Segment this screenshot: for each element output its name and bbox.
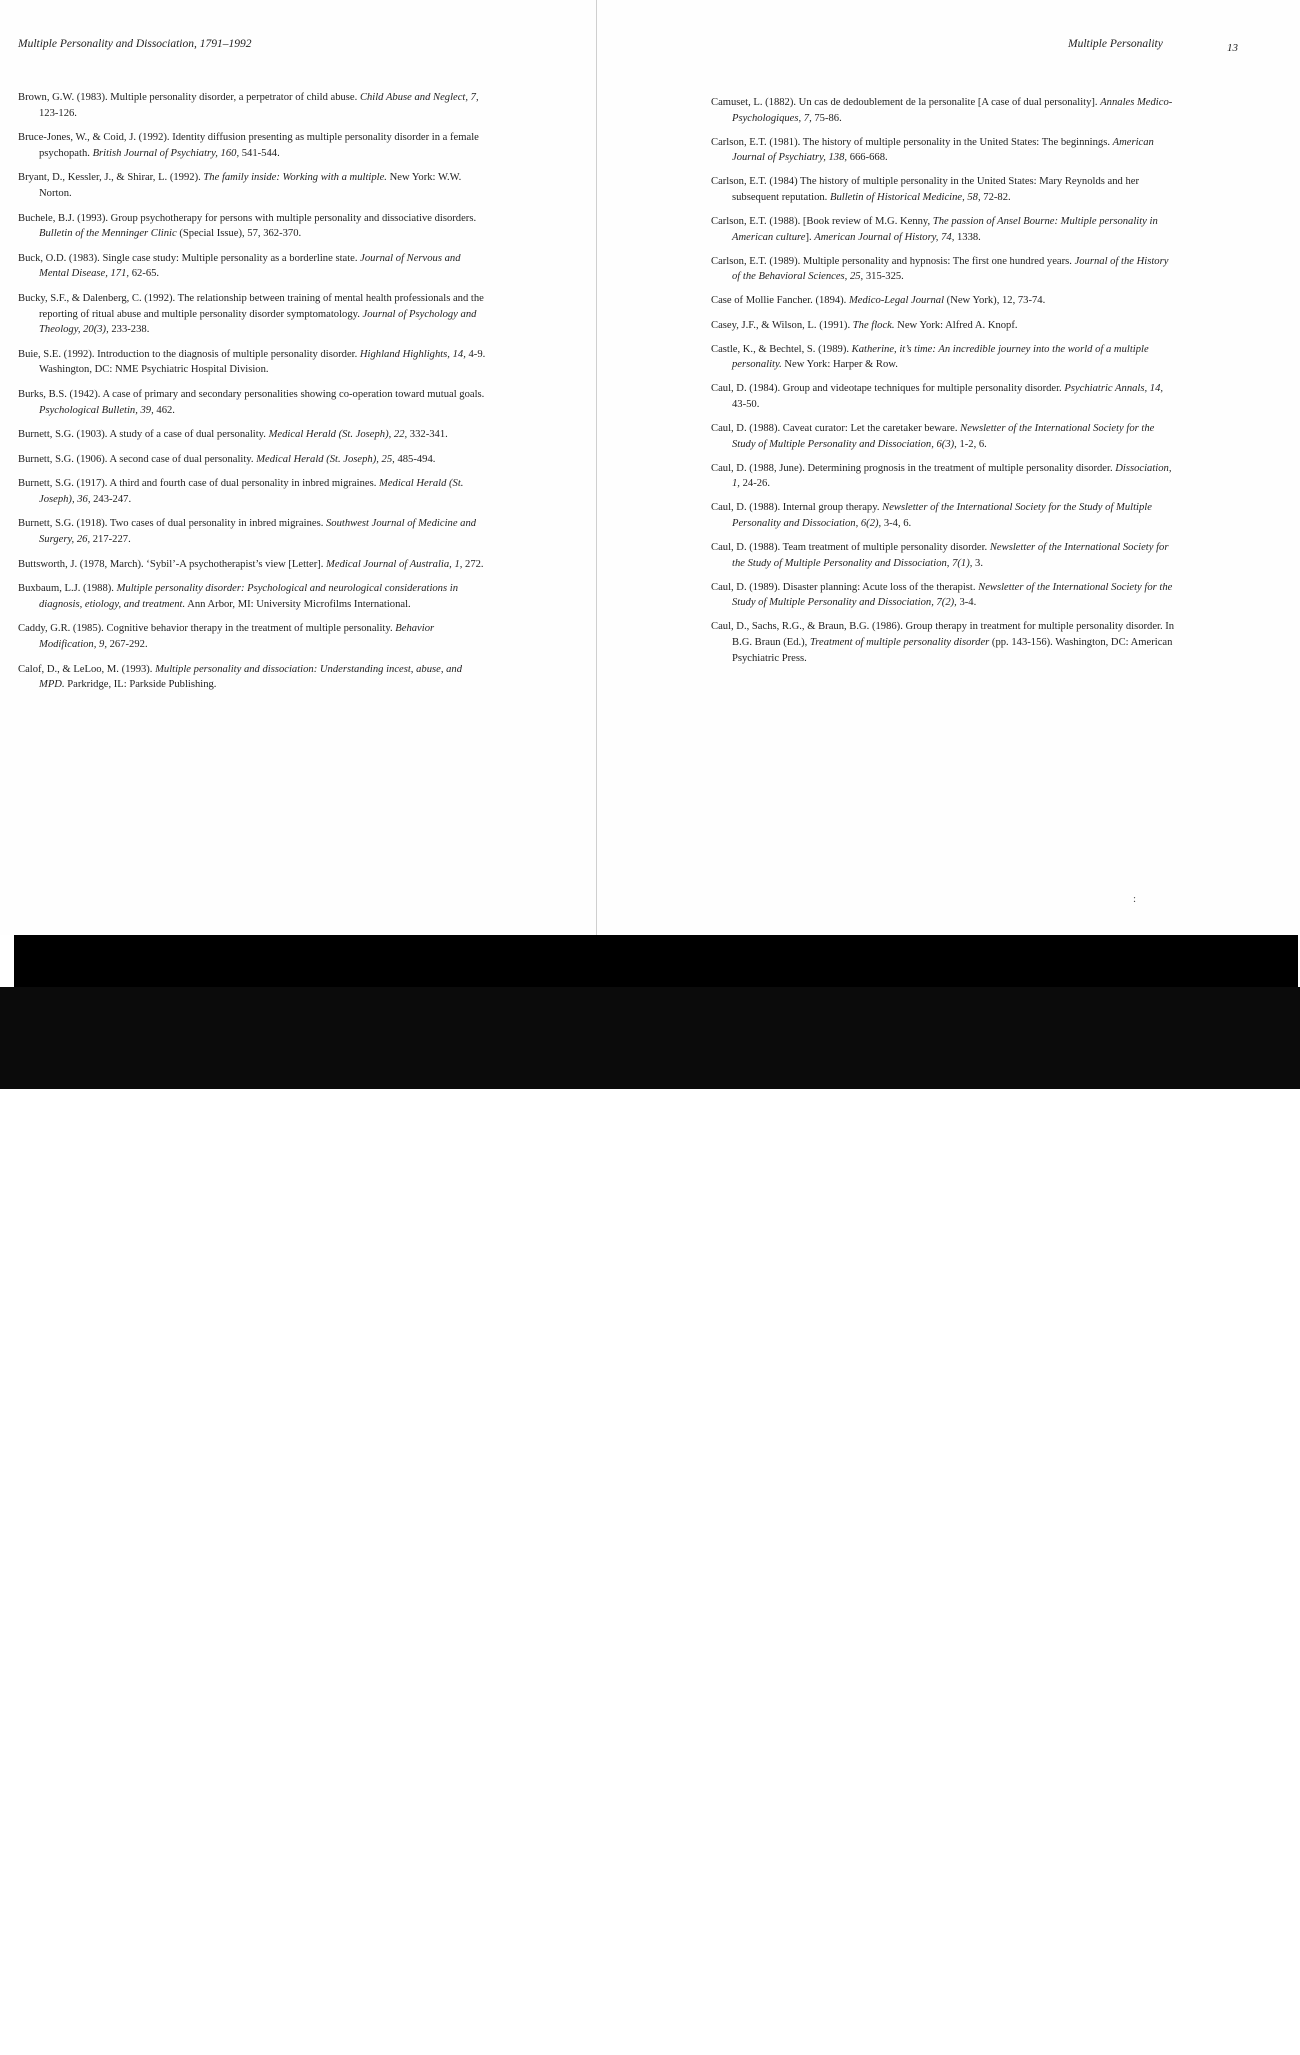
reference-part: Caul, D. (1989). Disaster planning: Acute loss of the therapist. — [711, 581, 979, 593]
page-number: 13 — [1227, 42, 1238, 54]
reference-part: 3-4, 6. — [881, 517, 912, 529]
gutter-line — [596, 0, 597, 935]
reference-part: Casey, J.F., & Wilson, L. (1991). — [711, 319, 853, 331]
reference-italic-part: Journal of Nervous and Mental Disease, 171, — [39, 252, 461, 280]
reference-part: Caul, D., Sachs, R.G., & Braun, B.G. (1986). Group therapy in treatment for multiple personality disorder. In B.G. Braun (Ed.), — [711, 621, 1175, 649]
reference-part: Buie, S.E. (1992). Introduction to the diagnosis of multiple personality disorder. — [18, 348, 360, 360]
reference-entry — [18, 291, 488, 338]
reference-italic-part: The flock. — [852, 319, 895, 331]
reference-part: 666-668. — [847, 152, 888, 164]
reference-italic-part: Behavior Modification, 9, — [39, 623, 435, 651]
reference-italic-part: Medico-Legal Journal — [848, 295, 945, 307]
reference-part: 3. — [972, 557, 983, 569]
reference-entry — [711, 461, 1176, 492]
reference-part: Bruce-Jones, W., & Coid, J. (1992). Identity diffusion presenting as multiple personality disorder in a female psychopath. — [18, 132, 479, 159]
reference-italic-part: Medical Herald (St. Joseph), 36, — [39, 478, 464, 505]
reference-italic-part: Journal of Psychology and Theology, 20(3), — [39, 308, 477, 336]
reference-entry — [711, 540, 1176, 571]
reference-entry — [18, 427, 488, 443]
reference-italic-part: Psychiatric Annals, 14, — [1064, 383, 1164, 395]
reference-italic-part: Bulletin of Historical Medicine, 58, — [829, 191, 981, 203]
reference-entry — [711, 318, 1176, 334]
reference-part: Ann Arbor, MI: University Microfilms International. — [185, 598, 411, 610]
reference-entry — [18, 621, 488, 652]
reference-part: 3-4. — [956, 597, 977, 609]
reference-italic-part: Medical Journal of Australia, 1, — [326, 558, 463, 570]
reference-italic-part: Annales Medico-Psychologiques, 7, — [732, 97, 1173, 124]
reference-part: Burnett, S.G. (1917). A third and fourth case of dual personality in inbred migraines. — [18, 478, 379, 490]
reference-part: Castle, K., & Bechtel, S. (1989). — [711, 343, 852, 355]
reference-part: 123-126. — [39, 107, 77, 119]
reference-italic-part: Katherine, it’s time: An incredible journey into the world of a multiple personality. — [732, 343, 1149, 371]
reference-entry — [18, 581, 488, 612]
reference-part: Caul, D. (1988). Team treatment of multiple personality disorder. — [711, 542, 990, 554]
reference-part: (Special Issue), 57, 362-370. — [176, 228, 302, 240]
reference-part: 541-544. — [239, 147, 280, 159]
reference-italic-part: Newsletter of the International Society for the Study of Multiple Personality and Dissociation, 7(1), — [732, 542, 1169, 569]
reference-italic-part: American Journal of History, 74, — [814, 231, 955, 243]
reference-entry — [18, 452, 488, 468]
reference-part: Burks, B.S. (1942). A case of primary and secondary personalities showing co-operation toward mutual goals. — [18, 388, 485, 400]
reference-part: Brown, G.W. (1983). Multiple personality disorder, a perpetrator of child abuse. — [18, 92, 360, 103]
reference-part: Buck, O.D. (1983). Single case study: Multiple personality as a borderline state. — [18, 252, 361, 264]
reference-italic-part: Treatment of multiple personality disorder — [809, 637, 990, 649]
reference-entry — [711, 293, 1176, 309]
reference-part: Buxbaum, L.J. (1988). — [18, 583, 117, 595]
reference-italic-part: British Journal of Psychiatry, 160, — [92, 147, 240, 159]
reference-entry — [18, 90, 488, 121]
reference-part: Carlson, E.T. (1989). Multiple personality and hypnosis: The first one hundred years. — [711, 255, 1075, 267]
reference-italic-part: Medical Herald (St. Joseph), 25, — [256, 453, 395, 465]
reference-entry — [18, 211, 488, 242]
reference-part: Buttsworth, J. (1978, March). ‘Sybil’-A psychotherapist’s view [Letter]. — [18, 558, 327, 570]
reference-part: 1-2, 6. — [956, 438, 987, 450]
reference-entry — [711, 135, 1176, 166]
reference-part: Calof, D., & LeLoo, M. (1993). — [18, 663, 156, 675]
reference-part: Case of Mollie Fancher. (1894). — [711, 295, 849, 307]
reference-part: Camuset, L. (1882). Un cas de dedoublement de la personalite [A case of dual personality]. — [711, 97, 1101, 108]
reference-entry — [711, 174, 1176, 205]
reference-entry — [18, 130, 488, 161]
reference-italic-part: The family inside: Working with a multiple. — [203, 172, 387, 184]
reference-part: Carlson, E.T. (1981). The history of multiple personality in the United States: The beginnings. — [711, 136, 1113, 148]
reference-italic-part: Medical Herald (St. Joseph), 22, — [268, 429, 408, 441]
reference-part: Caul, D. (1988, June). Determining prognosis in the treatment of multiple personality disorder. — [711, 462, 1116, 474]
reference-entry — [18, 170, 488, 201]
reference-part: Carlson, E.T. (1984) The history of multiple personality in the United States: Mary Reynolds and her subsequent reputation. — [711, 176, 1139, 203]
reference-part: Bryant, D., Kessler, J., & Shirar, L. (1992). — [18, 172, 204, 184]
reference-entry — [18, 387, 488, 418]
reference-entry — [711, 254, 1176, 285]
reference-entry — [711, 500, 1176, 531]
reference-part: 272. — [462, 558, 484, 570]
reference-italic-part: Bulletin of the Menninger Clinic — [39, 228, 177, 240]
reference-italic-part: Newsletter of the International Society for the Study of Multiple Personality and Dissociation, 6(2), — [732, 502, 1152, 529]
reference-entry — [711, 95, 1176, 126]
reference-italic-part: Psychological Bulletin, 39, — [39, 404, 154, 416]
reference-italic-part: The passion of Ansel Bourne: Multiple personality in American culture — [732, 216, 1158, 243]
reference-part: New York: W.W. Norton. — [39, 172, 462, 199]
reference-part: 233-238. — [108, 324, 150, 336]
reference-part: Buchele, B.J. (1993). Group psychotherapy for persons with multiple personality and dissociative disorders. — [18, 212, 477, 224]
reference-part: Carlson, E.T. (1988). [Book review of M.G. Kenny, — [711, 216, 933, 228]
reference-part: 72-82. — [980, 191, 1011, 203]
reference-italic-part: Highland Highlights, 14, — [359, 348, 466, 360]
right-running-head: Multiple Personality — [1068, 38, 1163, 50]
reference-part: New York: Harper & Row. — [781, 359, 898, 371]
alamy-logo: alamy — [22, 1998, 159, 2054]
reference-part: (New York), 12, 73-74. — [944, 295, 1046, 307]
reference-entry — [18, 662, 488, 693]
reference-part: (pp. 143-156). Washington, DC: American Psychiatric Press. — [732, 637, 1173, 664]
reference-italic-part: Newsletter of the International Society for the Study of Multiple Personality and Dissociation, 7(2), — [732, 581, 1173, 609]
reference-italic-part: Multiple personality and dissociation: Understanding incest, abuse, and MPD. — [39, 663, 463, 691]
reference-entry — [18, 557, 488, 573]
reference-part: 1338. — [954, 231, 981, 243]
stray-mark: : — [1133, 893, 1137, 905]
reference-italic-part: Dissociation, 1, — [732, 462, 1172, 490]
reference-italic-part: Journal of the History of the Behavioral Sciences, 25, — [732, 255, 1169, 283]
reference-italic-part: Southwest Journal of Medicine and Surgery, 26, — [39, 518, 477, 546]
reference-part: New York: Alfred A. Knopf. — [894, 319, 1018, 331]
reference-part: 24-26. — [739, 478, 770, 490]
reference-part: 485-494. — [394, 453, 436, 465]
reference-part: 217-227. — [90, 534, 131, 546]
left-reference-list — [18, 90, 488, 702]
reference-part: 62-65. — [129, 268, 160, 280]
reference-part: Caddy, G.R. (1985). Cognitive behavior therapy in the treatment of multiple personality. — [18, 623, 396, 635]
reference-entry — [18, 476, 488, 507]
reference-part: ]. — [805, 231, 815, 243]
image-id: 3APJKGJ — [1158, 2006, 1236, 2025]
reference-entry — [711, 214, 1176, 245]
reference-entry — [18, 251, 488, 282]
reference-part: 462. — [153, 404, 175, 416]
reference-part: Caul, D. (1984). Group and videotape techniques for multiple personality disorder. — [711, 383, 1065, 395]
reference-part: Bucky, S.F., & Dalenberg, C. (1992). The relationship between training of mental health professionals and the reporting of ritual abuse and multiple personality disorder symptomatology. — [18, 292, 484, 320]
reference-part: Caul, D. (1988). Internal group therapy. — [711, 502, 883, 514]
reference-italic-part: Child Abuse and Neglect, 7, — [359, 92, 479, 103]
reference-part: 43-50. — [732, 398, 760, 410]
reference-entry — [711, 381, 1176, 412]
watermark-url: www.alamy.com — [1114, 2034, 1236, 2053]
reference-italic-part: American Journal of Psychiatry, 138, — [732, 136, 1154, 164]
reference-part: Burnett, S.G. (1903). A study of a case of dual personality. — [18, 429, 269, 441]
reference-part: 315-325. — [863, 271, 904, 283]
reference-entry — [711, 619, 1176, 666]
reference-part: 4-9. Washington, DC: NME Psychiatric Hospital Division. — [39, 348, 486, 376]
reference-part: Burnett, S.G. (1918). Two cases of dual personality in inbred migraines. — [18, 518, 326, 530]
reference-entry — [711, 580, 1176, 611]
left-running-head: Multiple Personality and Dissociation, 1791–1992 — [18, 38, 252, 50]
reference-entry — [18, 347, 488, 378]
reference-entry — [711, 421, 1176, 452]
book-spread — [0, 0, 1300, 935]
reference-italic-part: Multiple personality disorder: Psychological and neurological considerations in diagnosis, etiology, and treatment. — [39, 583, 458, 610]
scan-border — [14, 935, 1298, 987]
reference-italic-part: Newsletter of the International Society for the Study of Multiple Personality and Dissociation, 6(3), — [732, 423, 1155, 450]
watermark-bar — [0, 987, 1300, 2054]
reference-part: 243-247. — [90, 493, 132, 505]
reference-entry — [711, 342, 1176, 373]
reference-part: Parkridge, IL: Parkside Publishing. — [64, 679, 217, 691]
reference-part: 75-86. — [811, 112, 842, 124]
reference-part: Burnett, S.G. (1906). A second case of dual personality. — [18, 453, 257, 465]
reference-part: 332-341. — [407, 429, 448, 441]
right-reference-list — [711, 95, 1176, 675]
reference-entry — [18, 516, 488, 547]
reference-part: Caul, D. (1988). Caveat curator: Let the caretaker beware. — [711, 423, 961, 434]
reference-part: 267-292. — [106, 639, 148, 651]
